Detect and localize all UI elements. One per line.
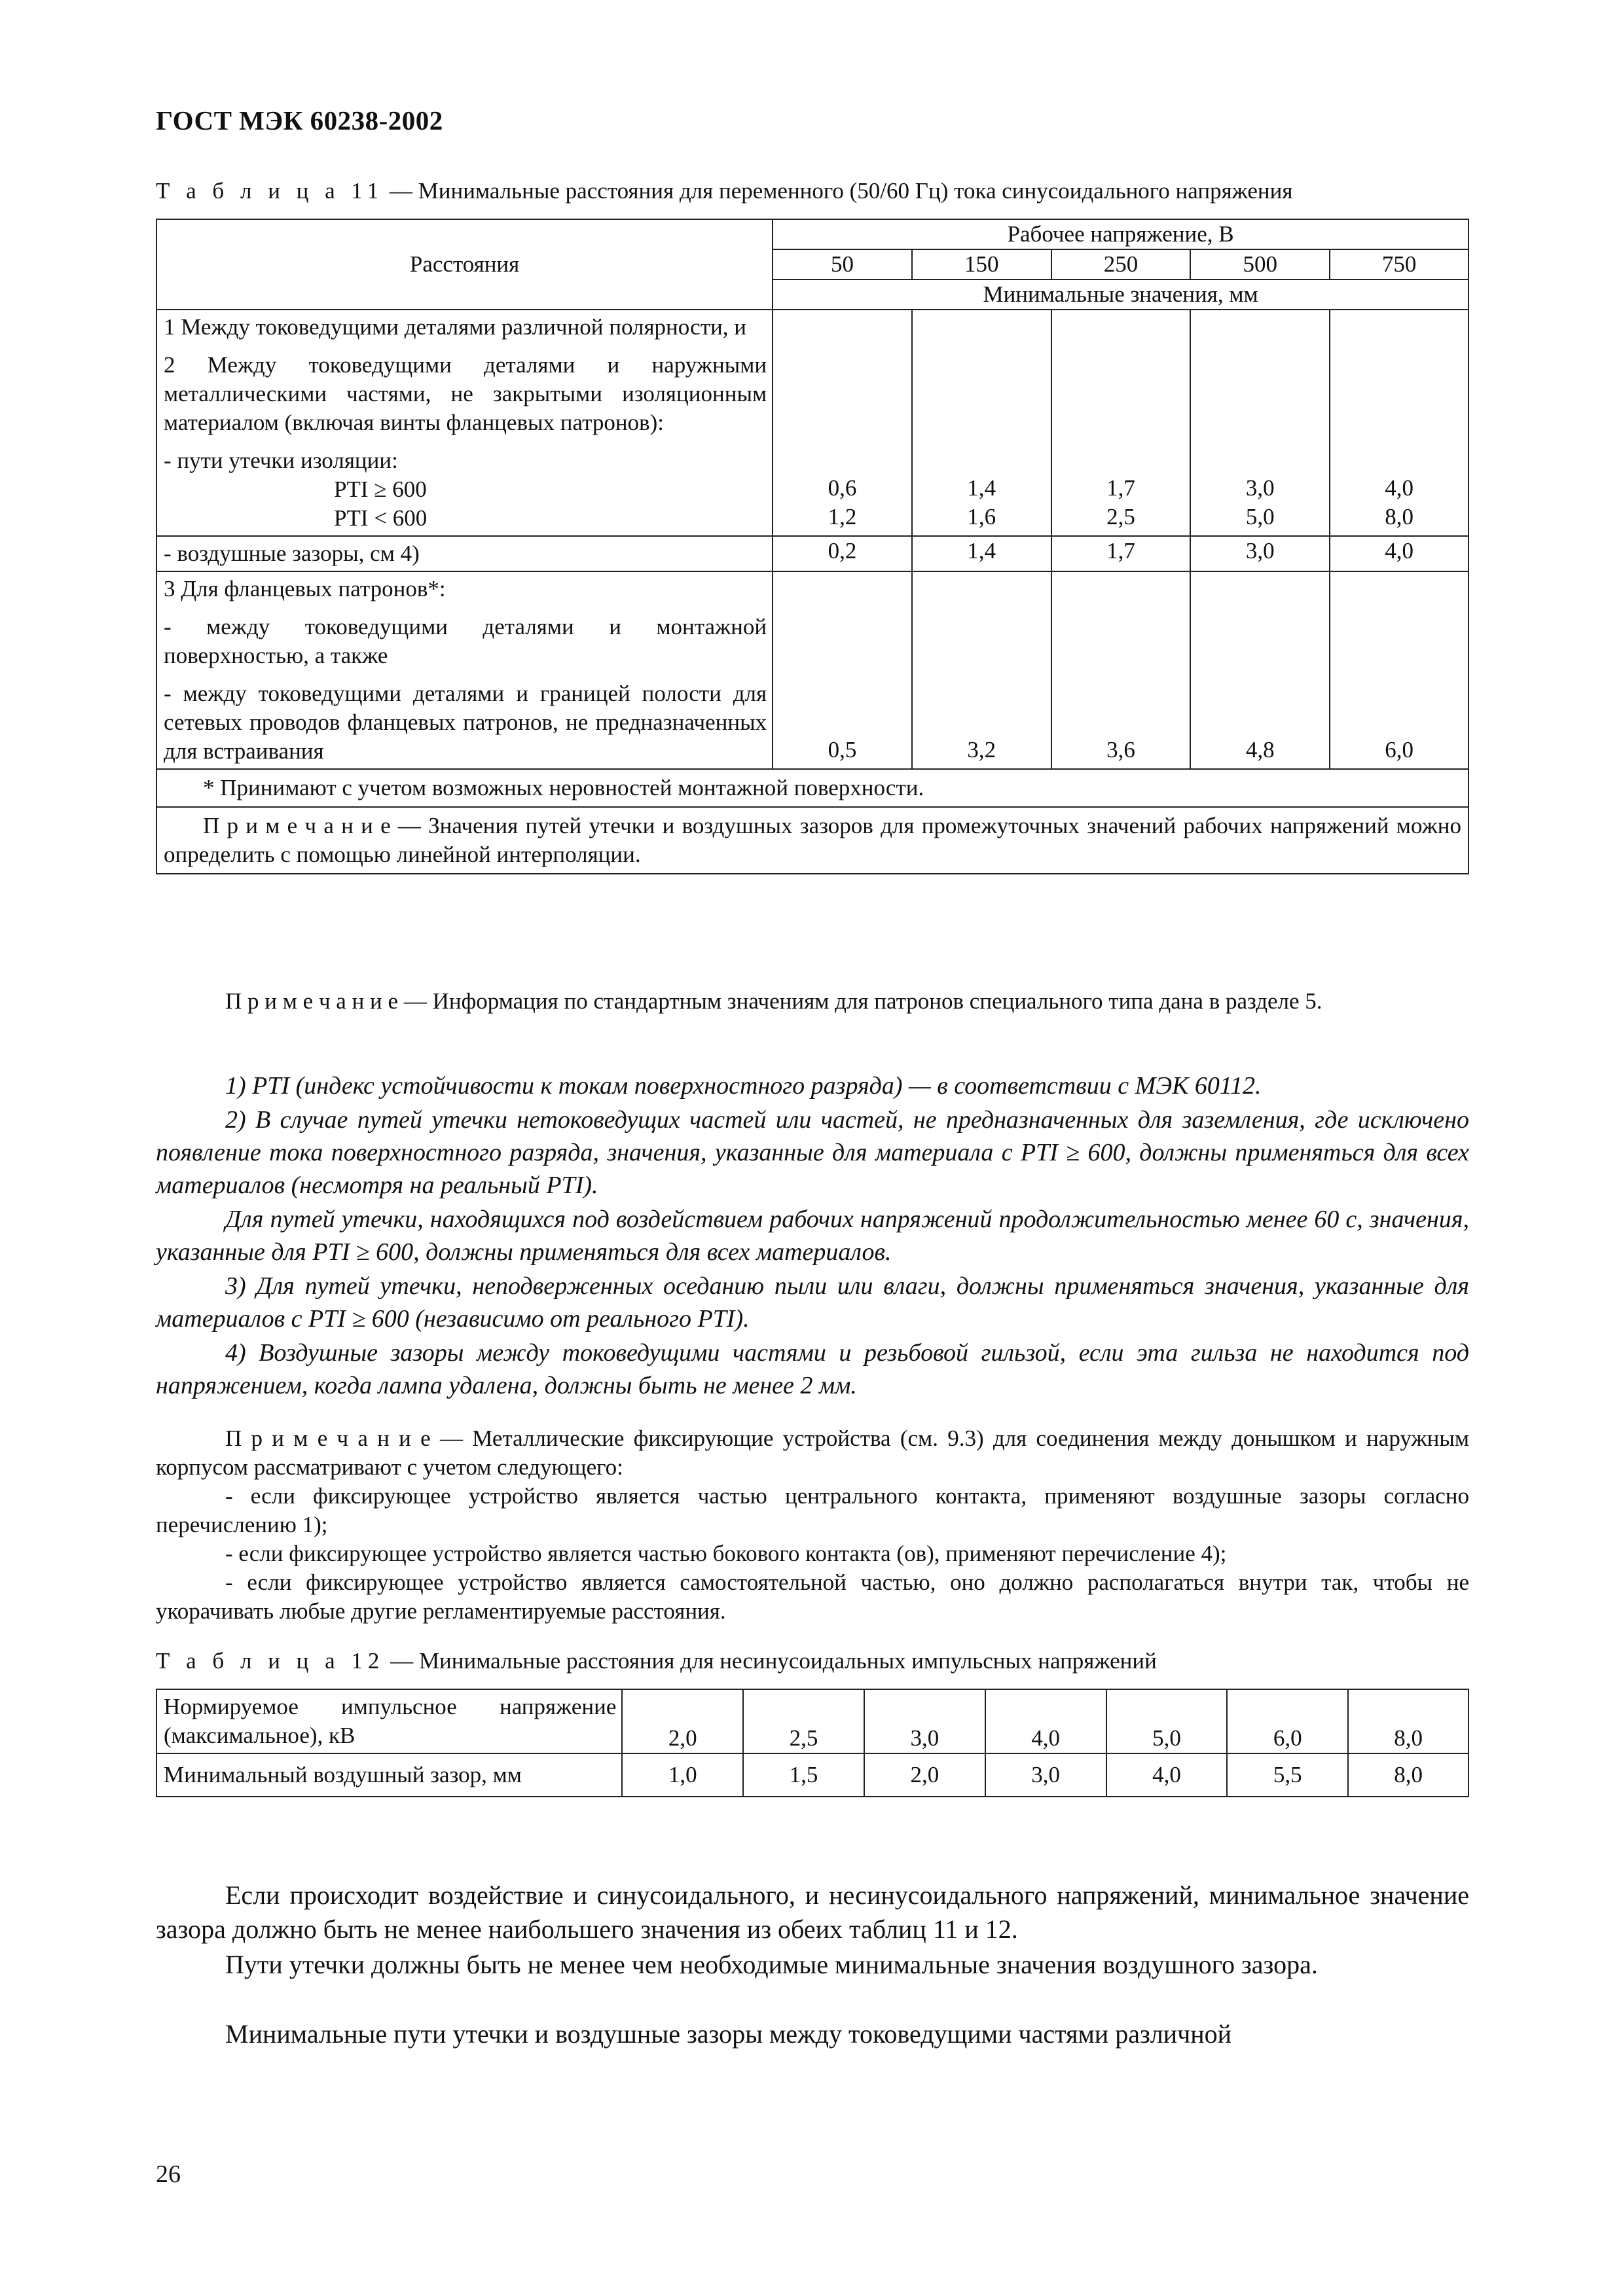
table-row (156, 1689, 1468, 1753)
creepage-label: - пути утечки изоляции: (164, 448, 398, 473)
voltage-50: 50 (773, 249, 912, 279)
min-clearance-value: 2,0 (864, 1753, 985, 1797)
table-row (156, 1753, 1468, 1797)
min-clearance-value: 3,0 (985, 1753, 1106, 1797)
note-fixing-item-c: - если фиксирующее устройство является самостоятельной частью, оно должно располагаться внутри так, чтобы не укорачивать любые другие регламентируемые расстояния. (156, 1570, 1469, 1624)
cell-item3-150: 3,2 (912, 571, 1051, 769)
cell-creepage-50: 0,6 1,2 (773, 310, 912, 536)
row-label-items-1-2 (156, 310, 773, 536)
footnote-2-continued: Для путей утечки, находящихся под воздействием рабочих напряжений продолжительностью менее 60 с, значения, указанные для PTI ≥ 600, должны применяться для всех материалов. (156, 1206, 1469, 1266)
cell-creepage-750: 4,0 8,0 (1330, 310, 1468, 536)
table11-caption: Т а б л и ц а 11 — Минимальные расстояния для переменного (50/60 Гц) тока синусоидального напряжения (156, 178, 1293, 204)
item-1: 1 Между токоведущими деталями различной полярности, и (164, 314, 746, 340)
cell-item3-750: 6,0 (1330, 571, 1468, 769)
impulse-voltage-value: 2,0 (622, 1689, 743, 1753)
note-fixing-devices: П р и м е ч а н и е — Металлические фиксирующие устройства (см. 9.3) для соединения между донышком и наружным корпусом рассматривают с учетом следующего: (156, 1426, 1469, 1480)
voltage-header: Рабочее напряжение, В (773, 219, 1468, 249)
impulse-voltage-value: 5,0 (1106, 1689, 1228, 1753)
document-header: ГОСТ МЭК 60238-2002 (156, 105, 443, 135)
cell-creepage-500: 3,0 5,0 (1190, 310, 1330, 536)
closing-paragraph-2: Пути утечки должны быть не менее чем необходимые минимальные значения воздушного зазора. (225, 1950, 1318, 1979)
cell-item3-250: 3,6 (1051, 571, 1191, 769)
voltage-250: 250 (1051, 249, 1191, 279)
clearance-label: - воздушные зазоры, см 4) (156, 536, 773, 571)
footnote-3: 3) Для путей утечки, неподверженных оседанию пыли или влаги, должны применяться значения, указанные для материалов с PTI ≥ 600 (независимо от реального PTI). (156, 1272, 1469, 1333)
item-3b: - между токоведущими деталями и границей полости для сетевых проводов фланцевых патронов, не предназначенных для встраивания (164, 681, 767, 764)
closing-paragraph-3: Минимальные пути утечки и воздушные зазоры между токоведущими частями различной (225, 2019, 1232, 2049)
cell-clearance-150: 1,4 (912, 536, 1051, 571)
units-header: Минимальные значения, мм (773, 279, 1468, 310)
footnote-4: 4) Воздушные зазоры между токоведущими частями и резьбовой гильзой, если эта гильза не находится под напряжением, когда лампа удалена, должны быть не менее 2 мм. (156, 1339, 1469, 1399)
cell-creepage-250: 1,7 2,5 (1051, 310, 1191, 536)
table-row (156, 571, 1468, 769)
impulse-voltage-value: 8,0 (1348, 1689, 1468, 1753)
pti-lt-600: PTI < 600 (334, 505, 428, 531)
item-2: 2 Между токоведущими деталями и наружными металлическими частями, не закрытыми изоляционным материалом (включая винты фланцевых патронов): (164, 352, 767, 435)
item-3: 3 Для фланцевых патронов*: (164, 576, 446, 601)
page-number: 26 (156, 2161, 181, 2188)
footnote-2: 2) В случае путей утечки нетоковедущих частей или частей, не предназначенных для заземления, где исключено появление тока поверхностного разряда, значения, указанные для материала с PTI ≥ 600, должны применяться для всех материалов (несмотря на реальный PTI). (156, 1106, 1469, 1199)
voltage-150: 150 (912, 249, 1051, 279)
closing-paragraph-1: Если происходит воздействие и синусоидального, и несинусоидального напряжений, минимальное значение зазора должно быть не менее наибольшего значения из обеих таблиц 11 и 12. (156, 1880, 1469, 1944)
cell-clearance-750: 4,0 (1330, 536, 1468, 571)
impulse-voltage-value: 2,5 (743, 1689, 864, 1753)
min-clearance-value: 1,0 (622, 1753, 743, 1797)
cell-item3-50: 0,5 (773, 571, 912, 769)
impulse-voltage-label: Нормируемое импульсное напряжение (максимальное), кВ (156, 1689, 622, 1753)
table-11 (156, 219, 1469, 874)
note-fixing-item-b: - если фиксирующее устройство является частью бокового контакта (ов), применяют перечисление 4); (225, 1541, 1227, 1566)
min-clearance-value: 1,5 (743, 1753, 864, 1797)
column-header-distances: Расстояния (156, 219, 773, 310)
min-clearance-label: Минимальный воздушный зазор, мм (156, 1753, 622, 1797)
item-3a: - между токоведущими деталями и монтажной поверхностью, а также (164, 614, 767, 668)
table-12 (156, 1689, 1469, 1797)
pti-ge-600: PTI ≥ 600 (334, 476, 427, 502)
min-clearance-value: 4,0 (1106, 1753, 1228, 1797)
note-fixing-item-a: - если фиксирующее устройство является частью центрального контакта, применяют воздушные зазоры согласно перечислению 1); (156, 1483, 1469, 1537)
note-special-holders: П р и м е ч а н и е — Информация по стандартным значениям для патронов специального типа дана в разделе 5. (225, 988, 1322, 1014)
impulse-voltage-value: 4,0 (985, 1689, 1106, 1753)
impulse-voltage-value: 6,0 (1227, 1689, 1348, 1753)
cell-clearance-50: 0,2 (773, 536, 912, 571)
min-clearance-value: 5,5 (1227, 1753, 1348, 1797)
cell-clearance-250: 1,7 (1051, 536, 1191, 571)
footnote-1: 1) PTI (индекс устойчивости к токам поверхностного разряда) — в соответствии с МЭК 60112. (225, 1072, 1262, 1100)
table11-footnote: * Принимают с учетом возможных неровностей монтажной поверхности. (156, 769, 1468, 807)
impulse-voltage-value: 3,0 (864, 1689, 985, 1753)
cell-item3-500: 4,8 (1190, 571, 1330, 769)
min-clearance-value: 8,0 (1348, 1753, 1468, 1797)
cell-clearance-500: 3,0 (1190, 536, 1330, 571)
table-row (156, 310, 1468, 536)
row-label-item-3 (156, 571, 773, 769)
cell-creepage-150: 1,4 1,6 (912, 310, 1051, 536)
voltage-750: 750 (1330, 249, 1468, 279)
table12-caption: Т а б л и ц а 12 — Минимальные расстояния для несинусоидальных импульсных напряжений (156, 1648, 1157, 1674)
voltage-500: 500 (1190, 249, 1330, 279)
table11-note: П р и м е ч а н и е — Значения путей утечки и воздушных зазоров для промежуточных значений рабочих напряжений можно определить с помощью линейной интерполяции. (156, 807, 1468, 874)
table-row (156, 536, 1468, 571)
